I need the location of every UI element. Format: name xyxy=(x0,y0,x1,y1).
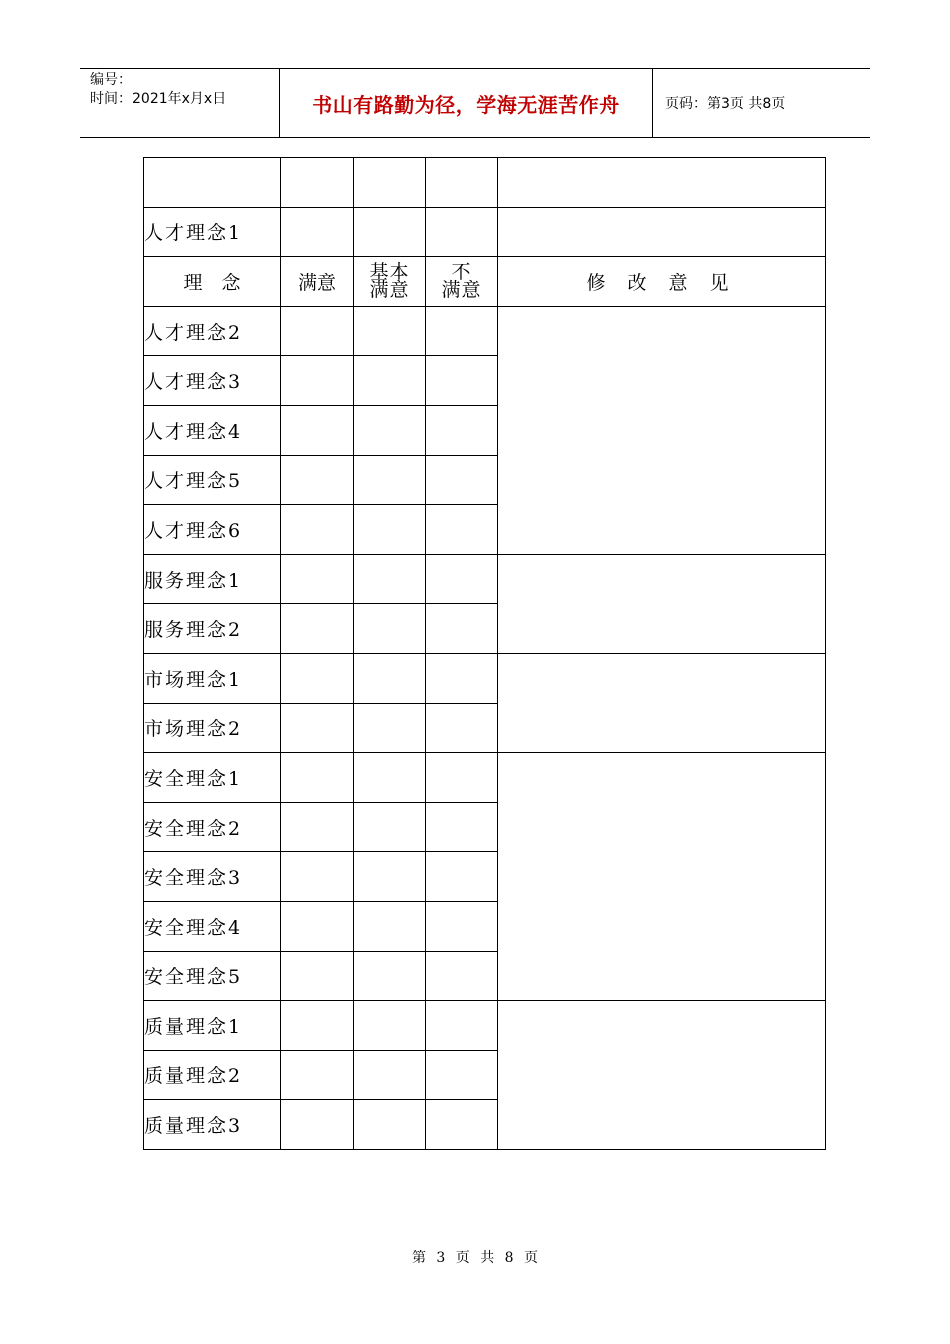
not-satisfied-cell[interactable] xyxy=(426,951,498,1001)
blank-cell[interactable] xyxy=(281,158,354,208)
satisfied-cell[interactable] xyxy=(281,505,354,555)
concept-label: 安全理念3 xyxy=(144,852,281,902)
not-satisfied-cell[interactable] xyxy=(426,852,498,902)
opinion-cell[interactable] xyxy=(498,653,826,752)
basic-satisfied-cell[interactable] xyxy=(354,306,426,356)
basic-satisfied-cell[interactable] xyxy=(354,1050,426,1100)
opinion-cell[interactable] xyxy=(498,554,826,653)
opinion-cell[interactable] xyxy=(498,207,826,257)
satisfied-cell[interactable] xyxy=(281,455,354,505)
not-satisfied-cell[interactable] xyxy=(426,1050,498,1100)
not-satisfied-cell[interactable] xyxy=(426,356,498,406)
table-row xyxy=(144,554,826,604)
basic-satisfied-cell[interactable] xyxy=(354,1100,426,1150)
concept-label: 人才理念1 xyxy=(144,207,281,257)
header-basic-line2: 满意 xyxy=(369,279,410,302)
table-row-blank xyxy=(144,158,826,208)
table-header-row xyxy=(144,257,826,307)
not-satisfied-cell[interactable] xyxy=(426,703,498,753)
table-body xyxy=(144,306,826,1149)
number-label: 编号： xyxy=(90,72,132,88)
basic-satisfied-cell[interactable] xyxy=(354,802,426,852)
blank-cell[interactable] xyxy=(426,158,498,208)
satisfied-cell[interactable] xyxy=(281,207,354,257)
header-basic-satisfied xyxy=(354,257,426,307)
concept-label: 安全理念5 xyxy=(144,951,281,1001)
time-label: 时间：2021年x月x日 xyxy=(90,91,227,107)
concept-label: 市场理念2 xyxy=(144,703,281,753)
basic-satisfied-cell[interactable] xyxy=(354,455,426,505)
basic-satisfied-cell[interactable] xyxy=(354,901,426,951)
not-satisfied-cell[interactable] xyxy=(426,405,498,455)
basic-satisfied-cell[interactable] xyxy=(354,753,426,803)
header-not-satisfied xyxy=(426,257,498,307)
header-concept: 理 念 xyxy=(144,257,281,307)
concept-label: 人才理念3 xyxy=(144,356,281,406)
blank-cell[interactable] xyxy=(144,158,281,208)
concept-label: 安全理念4 xyxy=(144,901,281,951)
page-footer: 第 3 页 共 8 页 xyxy=(411,1250,539,1266)
satisfied-cell[interactable] xyxy=(281,356,354,406)
not-satisfied-cell[interactable] xyxy=(426,802,498,852)
not-satisfied-cell[interactable] xyxy=(426,1100,498,1150)
not-satisfied-cell[interactable] xyxy=(426,653,498,703)
basic-satisfied-cell[interactable] xyxy=(354,951,426,1001)
basic-satisfied-cell[interactable] xyxy=(354,207,426,257)
header-meta xyxy=(80,69,280,137)
concept-label: 人才理念6 xyxy=(144,505,281,555)
concept-label: 安全理念1 xyxy=(144,753,281,803)
header-opinion: 修 改 意 见 xyxy=(498,257,826,307)
satisfied-cell[interactable] xyxy=(281,852,354,902)
header-satisfied: 满意 xyxy=(281,257,354,307)
basic-satisfied-cell[interactable] xyxy=(354,1001,426,1051)
basic-satisfied-cell[interactable] xyxy=(354,554,426,604)
concept-label: 市场理念1 xyxy=(144,653,281,703)
concept-label: 服务理念2 xyxy=(144,604,281,654)
not-satisfied-cell[interactable] xyxy=(426,207,498,257)
not-satisfied-cell[interactable] xyxy=(426,554,498,604)
satisfied-cell[interactable] xyxy=(281,405,354,455)
not-satisfied-cell[interactable] xyxy=(426,901,498,951)
basic-satisfied-cell[interactable] xyxy=(354,405,426,455)
table-row xyxy=(144,753,826,803)
not-satisfied-cell[interactable] xyxy=(426,604,498,654)
not-satisfied-cell[interactable] xyxy=(426,505,498,555)
basic-satisfied-cell[interactable] xyxy=(354,356,426,406)
concept-label: 人才理念4 xyxy=(144,405,281,455)
satisfied-cell[interactable] xyxy=(281,703,354,753)
concept-label: 人才理念2 xyxy=(144,306,281,356)
header-page-code: 页码：第3页 共8页 xyxy=(665,96,786,112)
satisfied-cell[interactable] xyxy=(281,753,354,803)
basic-satisfied-cell[interactable] xyxy=(354,505,426,555)
satisfied-cell[interactable] xyxy=(281,604,354,654)
satisfied-cell[interactable] xyxy=(281,802,354,852)
concept-label: 服务理念1 xyxy=(144,554,281,604)
not-satisfied-cell[interactable] xyxy=(426,455,498,505)
opinion-cell[interactable] xyxy=(498,1001,826,1150)
not-satisfied-cell[interactable] xyxy=(426,306,498,356)
header-motto: 书山有路勤为径，学海无涯苦作舟 xyxy=(280,69,653,137)
page-header xyxy=(80,68,870,138)
header-basic-line1: 基本 xyxy=(369,261,410,284)
satisfied-cell[interactable] xyxy=(281,1001,354,1051)
basic-satisfied-cell[interactable] xyxy=(354,653,426,703)
opinion-cell[interactable] xyxy=(498,306,826,554)
satisfied-cell[interactable] xyxy=(281,306,354,356)
concept-label: 安全理念2 xyxy=(144,802,281,852)
basic-satisfied-cell[interactable] xyxy=(354,703,426,753)
concept-label: 质量理念2 xyxy=(144,1050,281,1100)
satisfied-cell[interactable] xyxy=(281,1100,354,1150)
basic-satisfied-cell[interactable] xyxy=(354,604,426,654)
opinion-cell[interactable] xyxy=(498,753,826,1001)
evaluation-table xyxy=(143,157,826,1150)
satisfied-cell[interactable] xyxy=(281,554,354,604)
satisfied-cell[interactable] xyxy=(281,1050,354,1100)
blank-cell[interactable] xyxy=(498,158,826,208)
concept-label: 质量理念1 xyxy=(144,1001,281,1051)
blank-cell[interactable] xyxy=(354,158,426,208)
header-not-line2: 满意 xyxy=(441,279,482,302)
satisfied-cell[interactable] xyxy=(281,653,354,703)
concept-label: 人才理念5 xyxy=(144,455,281,505)
satisfied-cell[interactable] xyxy=(281,901,354,951)
not-satisfied-cell[interactable] xyxy=(426,1001,498,1051)
table-row xyxy=(144,306,826,356)
table-row xyxy=(144,1001,826,1051)
header-not-line1: 不 xyxy=(451,261,472,284)
basic-satisfied-cell[interactable] xyxy=(354,852,426,902)
table-row xyxy=(144,653,826,703)
concept-label: 质量理念3 xyxy=(144,1100,281,1150)
not-satisfied-cell[interactable] xyxy=(426,753,498,803)
table-row xyxy=(144,207,826,257)
satisfied-cell[interactable] xyxy=(281,951,354,1001)
